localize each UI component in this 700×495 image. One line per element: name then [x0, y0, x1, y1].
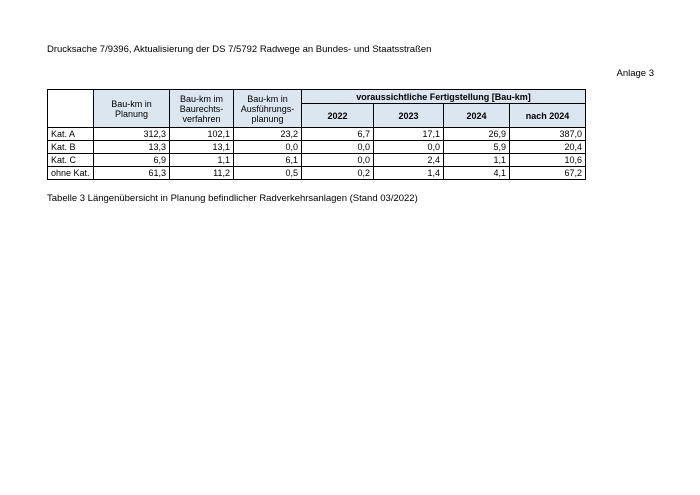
table-caption: Tabelle 3 Längenübersicht in Planung befindlicher Radverkehrsanlagen (Stand 03/2022)	[47, 193, 418, 204]
col-header-2023: 2023	[374, 104, 444, 128]
table-row	[48, 154, 586, 167]
row-label: ohne Kat.	[48, 167, 94, 180]
table-cell: 387,0	[510, 128, 586, 141]
table-cell: 20,4	[510, 141, 586, 154]
table-cell: 26,9	[444, 128, 510, 141]
table-cell: 0,5	[234, 167, 302, 180]
table-cell: 10,6	[510, 154, 586, 167]
col-header-planung: Bau-km in Planung	[94, 90, 170, 128]
table-cell: 11,2	[170, 167, 234, 180]
table-cell: 1,4	[374, 167, 444, 180]
col-header-2022: 2022	[302, 104, 374, 128]
table-cell: 6,9	[94, 154, 170, 167]
table-cell: 2,4	[374, 154, 444, 167]
row-label: Kat. A	[48, 128, 94, 141]
table-cell: 61,3	[94, 167, 170, 180]
col-header-baurecht: Bau-km im Baurechts-verfahren	[170, 90, 234, 128]
table-cell: 0,0	[234, 141, 302, 154]
length-overview-table	[47, 89, 586, 180]
table-cell: 13,1	[170, 141, 234, 154]
table-cell: 6,7	[302, 128, 374, 141]
table-row	[48, 128, 586, 141]
table-cell: 1,1	[444, 154, 510, 167]
col-header-2024: 2024	[444, 104, 510, 128]
row-label: Kat. B	[48, 141, 94, 154]
row-label: Kat. C	[48, 154, 94, 167]
table-cell: 17,1	[374, 128, 444, 141]
col-group-header-completion: voraussichtliche Fertigstellung [Bau-km]	[302, 90, 586, 104]
table-cell: 312,3	[94, 128, 170, 141]
table-cell: 5,9	[444, 141, 510, 154]
corner-cell	[48, 90, 94, 128]
table-row	[48, 141, 586, 154]
table-cell: 0,0	[374, 141, 444, 154]
table-cell: 23,2	[234, 128, 302, 141]
table-cell: 102,1	[170, 128, 234, 141]
table-cell: 0,0	[302, 141, 374, 154]
col-header-ausfuehrung: Bau-km in Ausführungs-planung	[234, 90, 302, 128]
appendix-label: Anlage 3	[616, 68, 654, 79]
table-cell: 1,1	[170, 154, 234, 167]
table-cell: 0,2	[302, 167, 374, 180]
col-header-after-2024: nach 2024	[510, 104, 586, 128]
table-cell: 6,1	[234, 154, 302, 167]
table-cell: 67,2	[510, 167, 586, 180]
table-cell: 0,0	[302, 154, 374, 167]
table-cell: 13,3	[94, 141, 170, 154]
table-row	[48, 167, 586, 180]
document-title: Drucksache 7/9396, Aktualisierung der DS 7/5792 Radwege an Bundes- und Staatsstraßen	[47, 44, 432, 55]
table-cell: 4,1	[444, 167, 510, 180]
